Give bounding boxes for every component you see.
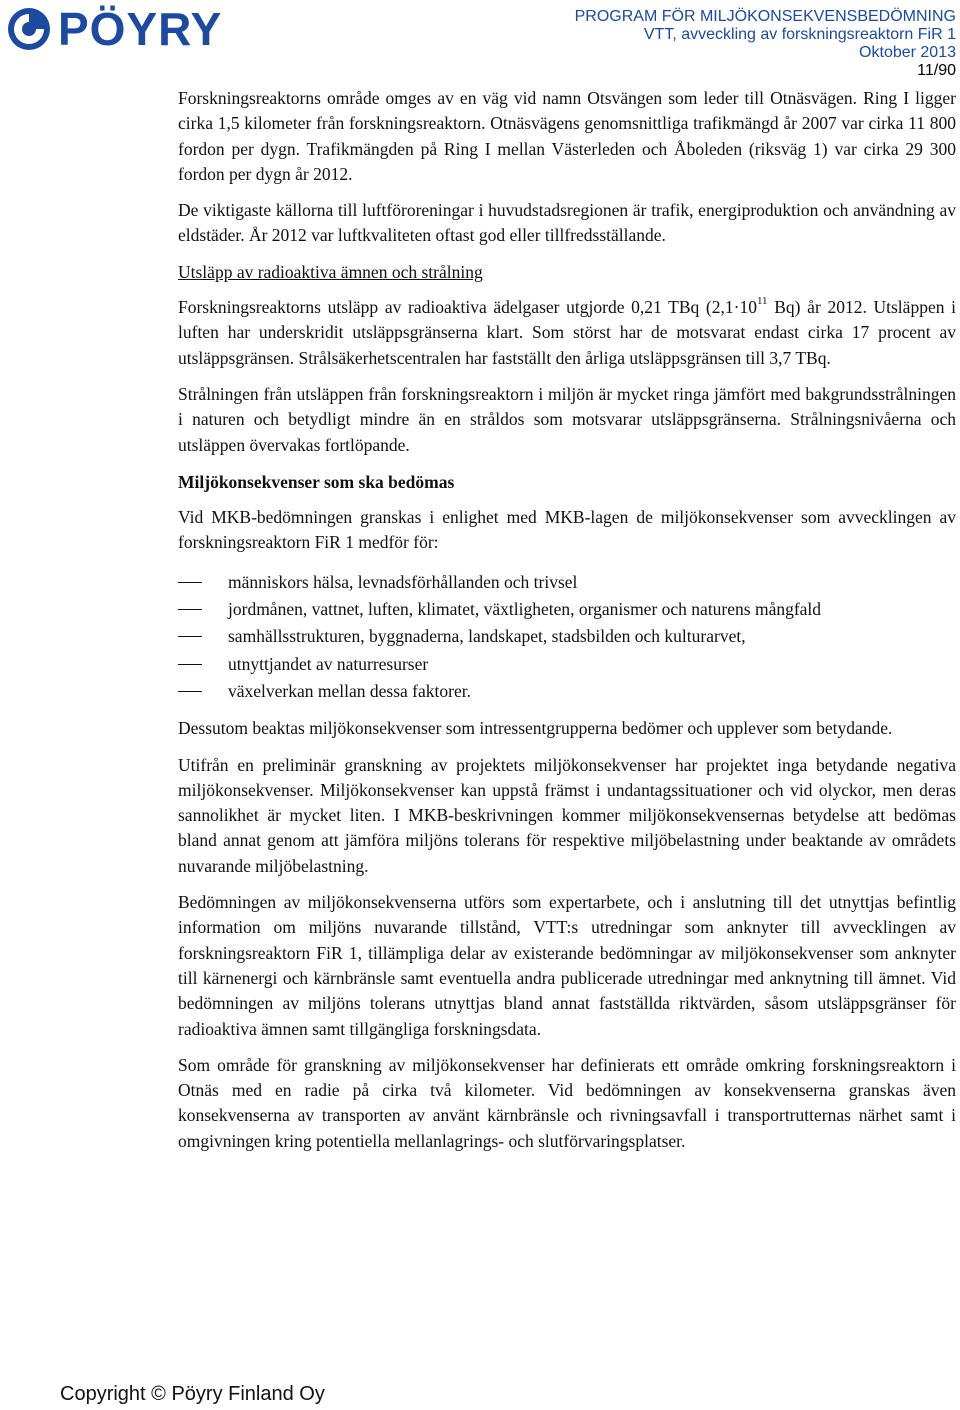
list-item-text: människors hälsa, levnadsförhållanden och trivsel (228, 571, 578, 592)
logo-wordmark: PÖYRY (58, 3, 223, 55)
list-item-text: jordmånen, vattnet, luften, klimatet, växtligheten, organismer och naturens mångfald (228, 599, 822, 620)
list-item-text: växelverkan mellan dessa faktorer. (228, 680, 471, 701)
list-item (178, 679, 956, 704)
paragraph-emissions (178, 295, 956, 371)
poyry-swirl-icon (6, 6, 52, 52)
list-item-text: utnyttjandet av naturresurser (228, 653, 429, 674)
program-title: PROGRAM FÖR MILJÖKONSEKVENSBEDÖMNING (574, 8, 956, 25)
list-item (178, 570, 956, 595)
heading-radioactive-emissions: Utsläpp av radioaktiva ämnen och strålning (178, 261, 483, 282)
paragraph-preliminary-review: Utifrån en preliminär granskning av projektets miljökonsekvenser har projektet inga betydande negativa miljökonsekvenser. Miljökonsekvenser kan uppstå främst i undantagssituationer och vid olyckor, men deras sannolikhet är mycket liten. I MKB-beskrivningen kommer miljökonsekvensernas betydelse att bedömas bland annat genom att jämföra miljöns tolerans för respektive miljöbelastning under beaktande av områdets nuvarande miljöbelastning. (178, 754, 956, 876)
paragraph-air-quality: De viktigaste källorna till luftföroreningar i huvudstadsregionen är trafik, energiproduktion och användning av eldstäder. År 2012 var luftkvaliteten oftast god eller tillfredsställande. (178, 200, 956, 246)
document-subtitle: VTT, avveckling av forskningsreaktorn FiR 1 (643, 26, 956, 43)
document-date: Oktober 2013 (859, 44, 956, 61)
paragraph-stakeholders: Dessutom beaktas miljökonsekvenser som intressentgrupperna bedömer och upplever som betydande. (178, 718, 893, 739)
heading-environmental-impacts: Miljökonsekvenser som ska bedömas (178, 471, 455, 492)
emissions-text-part1: Forskningsreaktorns utsläpp av radioaktiva ädelgaser utgjorde 0,21 TBq (2,1·10 (178, 297, 757, 318)
poyry-logo (6, 3, 223, 55)
impact-list (178, 570, 956, 704)
list-item (178, 597, 956, 622)
footer-copyright: Copyright © Pöyry Finland Oy (60, 1383, 325, 1405)
document-body (178, 86, 956, 1165)
paragraph-radiation: Strålningen från utsläppen från forskningsreaktorn i miljön är mycket ringa jämfört med bakgrundsstrålningen i naturen och betydligt mindre än en stråldos som motsvarar utsläppsgränserna. Strålningsnivåerna och utsläppen övervakas fortlöpande. (178, 383, 956, 455)
paragraph-traffic: Forskningsreaktorns område omges av en väg vid namn Otsvängen som leder till Otnäsvägen. Ring I ligger cirka 1,5 kilometer från forskningsreaktorn. Otnäsvägens genomsnittliga trafikmängd år 2007 var cirka 11 800 fordon per dygn. Trafikmängden på Ring I mellan Västerleden och Åboleden (riksväg 1) var cirka 29 300 fordon per dygn år 2012. (178, 88, 956, 184)
paragraph-mkb-intro: Vid MKB-bedömningen granskas i enlighet med MKB-lagen de miljökonsekvenser som avvecklingen av forskningsreaktorn FiR 1 medför för: (178, 507, 956, 553)
list-item-text: samhällsstrukturen, byggnaderna, landskapet, stadsbilden och kulturarvet, (228, 626, 746, 647)
document-header (575, 8, 956, 80)
emissions-text-part2: Bq) år 2012. Utsläppen i luften har underskridit utsläppsgränserna klart. Som störst har de motsvarat endast cirka 17 procent av utsläppsgränsen. Strålsäkerhetscentralen har fastställt den årliga utsläppsgränsen till 3,7 TBq. (178, 297, 956, 368)
list-item (178, 624, 956, 649)
list-item (178, 652, 956, 677)
paragraph-review-area: Som område för granskning av miljökonsekvenser har definierats ett område omkring forskningsreaktorn i Otnäs med en radie på cirka två kilometer. Vid bedömningen av konsekvenserna granskas även konsekvenserna av transporten av använt kärnbränsle och rivningsavfall i transportrutternas närhet samt i omgivningen kring potentiella mellanlagrings- och slutförvaringsplatser. (178, 1054, 956, 1151)
page-number: 11/90 (917, 62, 956, 79)
paragraph-assessment-method: Bedömningen av miljökonsekvenserna utförs som expertarbete, och i anslutning till det utnyttjas befintlig information om miljöns nuvarande tillstånd, VTT:s utredningar som anknyter till avvecklingen av forskningsreaktorn FiR 1, tillämpliga delar av existerande bedömningar av miljökonsekvenser som anknyter till kärnenergi och kärnbränsle samt eventuella andra publicerade utredningar med anknytning till ämnet. Vid bedömningen av miljöns tolerans utnyttjas bland annat fastställda riktvärden, såsom utsläppsgränser för radioaktiva ämnen samt tillgängliga forskningsdata. (178, 892, 956, 1039)
exponent: 11 (756, 295, 768, 308)
